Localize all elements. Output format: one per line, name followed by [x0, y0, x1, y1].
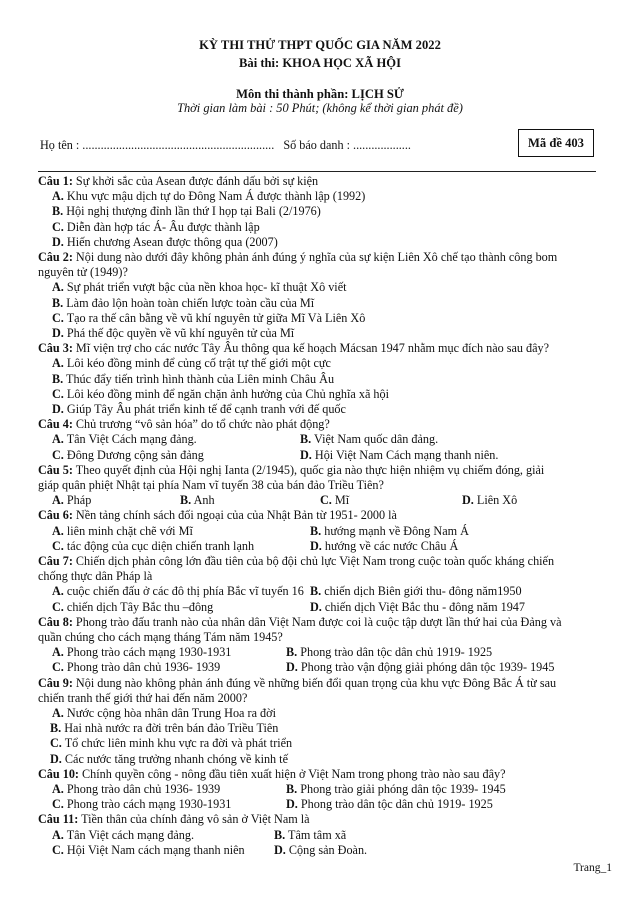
- option-text: hướng mạnh về Đông Nam Á: [324, 523, 469, 538]
- option-letter: C.: [52, 660, 64, 675]
- option-text: Hội Việt Nam Cách mạng thanh niên.: [314, 447, 499, 462]
- question-text: Mĩ viện trợ cho các nước Tây Âu thông qua kế hoạch Mácsan 1947 nhằm mục đích nào sau đây?: [75, 341, 550, 356]
- option-text: Phong trào vận động giải phóng dân tộc 1939- 1945: [300, 660, 555, 675]
- option-letter: A.: [52, 645, 64, 660]
- option-text: Hội nghị thượng đỉnh lần thứ I họp tại Bali (2/1976): [66, 204, 321, 219]
- option-letter: D.: [52, 402, 64, 417]
- question-stem: [38, 508, 598, 523]
- question-text: Nền tảng chính sách đối ngoại của của Nhật Bản từ 1951- 2000 là: [75, 508, 397, 523]
- question-text: Tiền thân của chính đảng vô sản ở Việt Nam là: [81, 812, 310, 827]
- answer-option-a[interactable]: [52, 493, 91, 508]
- question-8: [38, 615, 598, 676]
- answer-option-b[interactable]: [310, 524, 469, 539]
- option-letter: D.: [310, 538, 322, 553]
- question-stem: [38, 250, 598, 265]
- option-text: Các nước tăng trưởng nhanh chóng về kinh tế: [64, 751, 288, 766]
- answer-option-b[interactable]: [286, 782, 506, 797]
- answer-option-a[interactable]: [52, 828, 194, 843]
- option-text: Hiến chương Asean được thông qua (2007): [66, 234, 278, 249]
- option-text: Phong trào dân tộc dân chủ 1919- 1925: [300, 645, 493, 660]
- answer-option-d[interactable]: [462, 493, 517, 508]
- option-text: chiến dịch Việt Bắc thu - đông năm 1947: [324, 599, 525, 614]
- question-stem: [38, 812, 598, 827]
- option-text: tác động của cục diện chiến tranh lạnh: [66, 538, 255, 553]
- option-text: Phong trào cách mạng 1930-1931: [66, 645, 232, 660]
- question-2: [38, 250, 598, 341]
- option-row: [38, 706, 598, 721]
- answer-option-c[interactable]: [52, 448, 204, 463]
- answer-option-a[interactable]: [52, 280, 347, 295]
- option-row: [38, 600, 598, 615]
- answer-option-a[interactable]: [52, 524, 193, 539]
- option-letter: C.: [52, 538, 64, 553]
- option-letter: D.: [50, 751, 62, 766]
- question-number: Câu 10:: [38, 766, 79, 781]
- question-10: [38, 767, 598, 813]
- option-text: Cộng sản Đoàn.: [288, 842, 368, 857]
- answer-option-b[interactable]: [180, 493, 215, 508]
- option-letter: D.: [52, 326, 64, 341]
- option-row: [38, 326, 598, 341]
- answer-option-b[interactable]: [52, 372, 334, 387]
- option-letter: A.: [52, 781, 64, 796]
- option-text: Tổ chức liên minh khu vực ra đời và phát triển: [64, 736, 293, 751]
- answer-option-b[interactable]: [52, 296, 314, 311]
- answer-option-d[interactable]: [310, 539, 458, 554]
- answer-option-d[interactable]: [286, 797, 493, 812]
- question-text: Phong trào đấu tranh nào của nhân dân Việt Nam được coi là cuộc tập dượt lần thứ hai của Đảng và: [75, 614, 562, 629]
- exam-code-box: [518, 129, 594, 157]
- question-text: Nội dung nào không phản ánh đúng về những biến đổi quan trọng của khu vực Đông Bắc Á từ sau: [75, 675, 557, 690]
- option-text: Liên Xô: [476, 493, 518, 508]
- question-text: Nội dung nào dưới đây không phản ánh đúng ý nghĩa của sự kiện Liên Xô chế tạo thành công bom: [75, 250, 558, 265]
- question-text-continued: nguyên tử (1949)?: [38, 265, 128, 280]
- option-row: [38, 432, 598, 447]
- option-text: Lôi kéo đồng minh để củng cố trật tự thế giới một cực: [66, 356, 331, 371]
- option-text: Việt Nam quốc dân đảng.: [314, 432, 439, 447]
- question-number: Câu 2:: [38, 250, 73, 265]
- option-text: Thúc đẩy tiến trình hình thành của Liên minh Châu Âu: [66, 371, 335, 386]
- option-row: [38, 296, 598, 311]
- answer-option-d[interactable]: [300, 448, 498, 463]
- question-number: Câu 6:: [38, 508, 73, 523]
- option-letter: A.: [52, 827, 64, 842]
- question-text: Chiến dịch phản công lớn đầu tiên của bộ đội chủ lực Việt Nam trong cuộc toàn quốc kháng chiến: [75, 554, 555, 568]
- question-number: Câu 3:: [38, 341, 73, 356]
- option-letter: C.: [52, 386, 64, 401]
- option-text: Khu vực mậu dịch tự do Đông Nam Á được thành lập (1992): [66, 189, 366, 204]
- option-row: [38, 448, 598, 463]
- answer-option-c[interactable]: [52, 797, 231, 812]
- question-11: [38, 812, 598, 858]
- question-5: [38, 463, 598, 509]
- option-text: Tân Việt Cách mạng đảng.: [66, 432, 197, 447]
- option-letter: D.: [286, 797, 298, 812]
- answer-option-b[interactable]: [310, 584, 522, 599]
- option-text: Diễn đàn hợp tác Á- Âu được thành lập: [66, 219, 260, 234]
- question-number: Câu 5:: [38, 462, 73, 477]
- option-text: Đông Dương cộng sản đảng: [66, 447, 204, 462]
- question-number: Câu 9:: [38, 675, 73, 690]
- option-letter: A.: [52, 432, 64, 447]
- option-letter: D.: [300, 447, 312, 462]
- question-text: Sự khởi sắc của Asean được đánh dấu bởi sự kiện: [75, 174, 319, 188]
- question-6: [38, 508, 598, 554]
- option-row: [38, 660, 598, 675]
- answer-option-a[interactable]: [52, 584, 304, 599]
- question-7: [38, 554, 598, 615]
- question-number: Câu 4:: [38, 417, 73, 432]
- question-3: [38, 341, 598, 417]
- option-text: Hội Việt Nam cách mạng thanh niên: [66, 842, 245, 857]
- answer-option-a[interactable]: [52, 356, 331, 371]
- option-text: Phong trào cách mạng 1930-1931: [66, 797, 232, 812]
- page-number: Trang_1: [573, 862, 612, 874]
- answer-option-c[interactable]: [52, 220, 260, 235]
- question-number: Câu 7:: [38, 554, 73, 568]
- option-row: [38, 493, 598, 508]
- exam-title: KỲ THI THỬ THPT QUỐC GIA NĂM 2022: [199, 38, 441, 52]
- question-text-continued: chiến tranh thế giới thứ hai đến năm 2000?: [38, 690, 248, 705]
- option-letter: B.: [286, 645, 298, 660]
- candidate-number-label: Số báo danh : ...................: [283, 138, 411, 152]
- question-stem: [38, 615, 598, 630]
- answer-option-a[interactable]: [52, 706, 276, 721]
- answer-option-a[interactable]: [52, 432, 197, 447]
- question-stem: [38, 767, 598, 782]
- question-stem: [38, 554, 598, 569]
- option-text: chiến dịch Biên giới thu- đông năm1950: [324, 584, 522, 599]
- answer-option-d[interactable]: [52, 402, 346, 417]
- option-row: [38, 204, 598, 219]
- option-row: [38, 311, 598, 326]
- option-text: Pháp: [66, 493, 92, 508]
- answer-option-d[interactable]: [50, 752, 288, 767]
- option-text: Phong trào giải phóng dân tộc 1939- 1945: [300, 781, 506, 796]
- option-letter: B.: [50, 721, 62, 736]
- time-note: Thời gian làm bài : 50 Phút; (không kể thời gian phát đề): [177, 101, 463, 115]
- option-letter: B.: [274, 827, 286, 842]
- option-text: Anh: [193, 493, 215, 508]
- option-text: Tâm tâm xã: [288, 827, 347, 842]
- option-text: Tân Việt cách mạng đảng.: [66, 827, 194, 842]
- option-row: [38, 721, 598, 736]
- option-row: [38, 235, 598, 250]
- question-text: Chủ trương “vô sản hóa” do tổ chức nào phát động?: [75, 417, 330, 432]
- question-4: [38, 417, 598, 463]
- option-row: [38, 752, 598, 767]
- question-text: Chính quyền công - nông đầu tiên xuất hiện ở Việt Nam trong phong trào nào sau đây?: [82, 766, 506, 781]
- component-subject: Môn thi thành phần: LỊCH SỬ: [236, 87, 404, 101]
- question-stem: [38, 341, 598, 356]
- option-text: Tạo ra thế cân bằng về vũ khí nguyên tử giữa Mĩ Và Liên Xô: [66, 310, 366, 325]
- option-text: Phá thế độc quyền về vũ khí nguyên tử của Mĩ: [66, 326, 295, 341]
- question-text-continued: chống thực dân Pháp là: [38, 569, 153, 584]
- answer-option-b[interactable]: [274, 828, 346, 843]
- option-letter: C.: [52, 310, 64, 325]
- option-letter: A.: [52, 584, 64, 599]
- answer-option-c[interactable]: [52, 843, 245, 858]
- option-letter: D.: [274, 842, 286, 857]
- option-row: [38, 584, 598, 599]
- option-row: [38, 645, 598, 660]
- answer-option-d[interactable]: [310, 600, 525, 615]
- question-text: Theo quyết định của Hội nghị Ianta (2/1945), quốc gia nào thực hiện nhiệm vụ chiếm đóng, giải: [75, 462, 545, 477]
- option-letter: D.: [462, 493, 474, 508]
- option-letter: A.: [52, 280, 64, 295]
- option-row: [38, 843, 598, 858]
- question-number: Câu 1:: [38, 174, 73, 188]
- option-letter: D.: [286, 660, 298, 675]
- option-text: Làm đảo lộn hoàn toàn chiến lược toàn cầu của Mĩ: [66, 295, 315, 310]
- answer-option-c[interactable]: [52, 387, 389, 402]
- question-number: Câu 11:: [38, 812, 79, 827]
- option-text: Mĩ: [334, 493, 350, 508]
- option-row: [38, 280, 598, 295]
- option-row: [38, 782, 598, 797]
- question-stem: [38, 417, 598, 432]
- option-letter: C.: [52, 842, 64, 857]
- question-number: Câu 8:: [38, 614, 73, 629]
- option-letter: C.: [52, 219, 64, 234]
- answer-option-d[interactable]: [286, 660, 554, 675]
- name-field-label: Họ tên : ...............................................................: [40, 138, 275, 152]
- option-row: [38, 189, 598, 204]
- option-letter: C.: [52, 797, 64, 812]
- option-row: [38, 372, 598, 387]
- question-text-continued: quần chúng cho cách mạng tháng Tám năm 1945?: [38, 629, 283, 644]
- question-text-continued: giáp quân phiệt Nhật tại phía Nam vĩ tuyến 38 của bán đảo Triều Tiên?: [38, 478, 384, 493]
- answer-option-c[interactable]: [320, 493, 349, 508]
- exam-subject: Bài thi: KHOA HỌC XÃ HỘI: [239, 56, 401, 70]
- option-letter: B.: [300, 432, 312, 447]
- question-9: [38, 676, 598, 767]
- option-letter: A.: [52, 523, 64, 538]
- candidate-info-line: [40, 138, 411, 153]
- option-row: [38, 736, 598, 751]
- option-text: Sự phát triển vượt bậc của nền khoa học- kĩ thuật Xô viết: [66, 280, 347, 295]
- question-stem: [38, 463, 598, 478]
- option-letter: A.: [52, 356, 64, 371]
- option-row: [38, 539, 598, 554]
- answer-option-d[interactable]: [52, 235, 278, 250]
- option-letter: B.: [52, 371, 64, 386]
- option-letter: B.: [286, 781, 298, 796]
- question-list: [38, 174, 598, 858]
- question-stem: [38, 174, 598, 189]
- answer-option-b[interactable]: [300, 432, 438, 447]
- option-text: cuộc chiến đấu ở các đô thị phía Bắc vĩ tuyến 16: [66, 584, 304, 599]
- option-row: [38, 402, 598, 417]
- option-row: [38, 387, 598, 402]
- option-text: Nước cộng hòa nhân dân Trung Hoa ra đời: [66, 705, 276, 720]
- option-letter: A.: [52, 705, 64, 720]
- option-text: Lôi kéo đồng minh để ngăn chặn ảnh hưởng của Chủ nghĩa xã hội: [66, 386, 389, 401]
- option-letter: C.: [52, 599, 64, 614]
- header-divider: [38, 171, 596, 172]
- option-letter: C.: [52, 447, 64, 462]
- option-text: liên minh chặt chẽ với Mĩ: [66, 523, 193, 538]
- option-letter: D.: [310, 599, 322, 614]
- option-text: Phong trào dân tộc dân chủ 1919- 1925: [300, 797, 493, 812]
- option-letter: B.: [310, 584, 322, 599]
- option-letter: B.: [180, 493, 192, 508]
- option-text: Phong trào dân chủ 1936- 1939: [66, 781, 221, 796]
- answer-option-c[interactable]: [52, 660, 220, 675]
- answer-option-d[interactable]: [274, 843, 367, 858]
- option-letter: D.: [52, 234, 64, 249]
- option-text: Hai nhà nước ra đời trên bán đảo Triều Tiên: [64, 721, 279, 736]
- answer-option-a[interactable]: [52, 189, 365, 204]
- answer-option-c[interactable]: [52, 539, 254, 554]
- exam-code: Mã đề 403: [528, 135, 584, 150]
- answer-option-a[interactable]: [52, 645, 231, 660]
- option-row: [38, 828, 598, 843]
- option-letter: B.: [310, 523, 322, 538]
- answer-option-a[interactable]: [52, 782, 220, 797]
- answer-option-b[interactable]: [286, 645, 492, 660]
- option-row: [38, 524, 598, 539]
- option-letter: B.: [52, 295, 64, 310]
- option-text: chiến dịch Tây Bắc thu –đông: [66, 599, 214, 614]
- question-1: [38, 174, 598, 250]
- answer-option-d[interactable]: [52, 326, 294, 341]
- option-row: [38, 797, 598, 812]
- option-letter: A.: [52, 493, 64, 508]
- answer-option-c[interactable]: [52, 600, 213, 615]
- answer-option-c[interactable]: [50, 736, 292, 751]
- answer-option-b[interactable]: [52, 204, 321, 219]
- option-text: Phong trào dân chủ 1936- 1939: [66, 660, 221, 675]
- option-letter: C.: [50, 736, 62, 751]
- option-row: [38, 220, 598, 235]
- answer-option-c[interactable]: [52, 311, 365, 326]
- option-letter: B.: [52, 204, 64, 219]
- option-letter: C.: [320, 493, 332, 508]
- question-stem: [38, 676, 598, 691]
- option-text: hướng về các nước Châu Á: [324, 538, 459, 553]
- option-letter: A.: [52, 189, 64, 204]
- option-text: Giúp Tây Âu phát triển kinh tế để cạnh tranh với đế quốc: [66, 402, 346, 417]
- option-row: [38, 356, 598, 371]
- answer-option-b[interactable]: [50, 721, 278, 736]
